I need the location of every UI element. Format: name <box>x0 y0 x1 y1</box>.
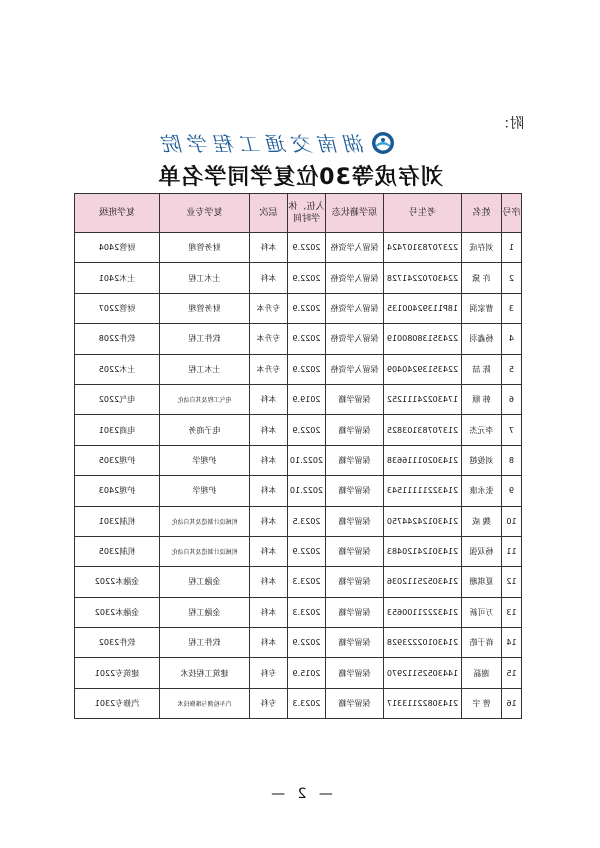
table-cell: 2022.9 <box>288 293 326 323</box>
table-cell: 保留学籍 <box>326 628 384 658</box>
column-header: 原学籍状态 <box>326 194 384 233</box>
table-row <box>75 506 522 536</box>
column-header: 入伍、休学时间 <box>288 194 326 233</box>
table-cell: 2023.5 <box>288 506 326 536</box>
table-cell: 2022.9 <box>288 628 326 658</box>
table-cell: 刘俊越 <box>462 445 502 475</box>
table-cell: 21430124244750 <box>384 506 462 536</box>
table-cell: 金融本2302 <box>75 597 160 627</box>
column-header: 层次 <box>250 194 288 233</box>
table-cell: 建筑工程技术 <box>160 658 250 688</box>
table-cell: 2015.9 <box>288 658 326 688</box>
table-cell: 建筑专2201 <box>75 658 160 688</box>
table-cell: 保留入学资格 <box>326 263 384 293</box>
table-cell: 22435139240409 <box>384 354 462 384</box>
table-cell: 财务管理 <box>160 233 250 263</box>
table-cell: 14430525112970 <box>384 658 462 688</box>
table-cell: 保留入学资格 <box>326 324 384 354</box>
table-cell: 保留入学资格 <box>326 233 384 263</box>
table-cell: 本科 <box>250 384 288 414</box>
table-cell: 保留学籍 <box>326 536 384 566</box>
table-cell: 14 <box>502 628 522 658</box>
table-cell: 土木2401 <box>75 263 160 293</box>
table-cell: 机械设计制造及其自动化 <box>160 506 250 536</box>
table-cell: 21430525112036 <box>384 567 462 597</box>
table-cell: 夏琪珊 <box>462 567 502 597</box>
table-cell: 财务管理 <box>160 293 250 323</box>
table-cell: 2022.9 <box>288 324 326 354</box>
table-row <box>75 567 522 597</box>
table-cell: 2023.3 <box>288 567 326 597</box>
table-cell: 本科 <box>250 233 288 263</box>
table-row <box>75 628 522 658</box>
table-cell: 汽修专2301 <box>75 688 160 718</box>
table-header-row <box>75 194 522 233</box>
table-row <box>75 597 522 627</box>
page-number: — 2 — <box>267 786 333 802</box>
table-cell: 保留入学资格 <box>326 354 384 384</box>
table-cell: 电商2301 <box>75 415 160 445</box>
table-cell: 保留学籍 <box>326 415 384 445</box>
table-cell: 22430702241728 <box>384 263 462 293</box>
table-row <box>75 324 522 354</box>
table-cell: 2022.10 <box>288 476 326 506</box>
table-cell: 本科 <box>250 628 288 658</box>
table-cell: 护理学 <box>160 445 250 475</box>
table-cell: 保留学籍 <box>326 597 384 627</box>
table-cell: 护理2305 <box>75 445 160 475</box>
school-name: 湖南交通工程学院 <box>157 132 365 156</box>
table-row <box>75 445 522 475</box>
table-cell: 13 <box>502 597 522 627</box>
table-cell: 本科 <box>250 476 288 506</box>
table-cell: 软件2302 <box>75 628 160 658</box>
table-cell: 本科 <box>250 445 288 475</box>
column-header: 姓名 <box>462 194 502 233</box>
table-cell: 保留学籍 <box>326 658 384 688</box>
table-cell: 本科 <box>250 415 288 445</box>
table-cell: 21432211111543 <box>384 476 462 506</box>
table-cell: 魏 威 <box>462 506 502 536</box>
table-cell: 电气2202 <box>75 384 160 414</box>
table-cell: 15 <box>502 658 522 688</box>
table-row <box>75 536 522 566</box>
table-cell: 杨鑫羽 <box>462 324 502 354</box>
table-cell: 护理2403 <box>75 476 160 506</box>
table-row <box>75 354 522 384</box>
table-cell: 土木2205 <box>75 354 160 384</box>
table-cell: 17430224111252 <box>384 384 462 414</box>
table-cell: 4 <box>502 324 522 354</box>
table-cell: 2022.9 <box>288 233 326 263</box>
table-cell: 电气工程及其自动化 <box>160 384 250 414</box>
column-header: 复学班级 <box>75 194 160 233</box>
table-cell: 专升本 <box>250 293 288 323</box>
table-cell: 7 <box>502 415 522 445</box>
student-roster-table <box>74 193 522 719</box>
table-cell: 专升本 <box>250 354 288 384</box>
table-cell: 金融本2202 <box>75 567 160 597</box>
table-cell: 21432221100653 <box>384 597 462 627</box>
table-cell: 21430124120483 <box>384 536 462 566</box>
table-cell: 18P11392400135 <box>384 293 462 323</box>
table-cell: 专科 <box>250 688 288 718</box>
school-logo <box>157 128 395 157</box>
table-row <box>75 233 522 263</box>
table-cell: 保留学籍 <box>326 567 384 597</box>
table-cell: 保留学籍 <box>326 384 384 414</box>
table-cell: 21430201116638 <box>384 445 462 475</box>
table-cell: 护理学 <box>160 476 250 506</box>
table-cell: 专科 <box>250 658 288 688</box>
table-cell: 电子商务 <box>160 415 250 445</box>
table-cell: 曾 宇 <box>462 688 502 718</box>
table-cell: 9 <box>502 476 522 506</box>
table-cell: 保留学籍 <box>326 476 384 506</box>
table-cell: 许 黛 <box>462 263 502 293</box>
table-cell: 财管2404 <box>75 233 160 263</box>
table-cell: 6 <box>502 384 522 414</box>
table-cell: 汽车检测与维修技术 <box>160 688 250 718</box>
table-cell: 机械设计制造及其自动化 <box>160 536 250 566</box>
table-cell: 机制2305 <box>75 536 160 566</box>
column-header: 序号 <box>502 194 522 233</box>
table-cell: 本科 <box>250 536 288 566</box>
table-cell: 陈 喆 <box>462 354 502 384</box>
table-cell: 杨双强 <box>462 536 502 566</box>
table-cell: 21370783103825 <box>384 415 462 445</box>
table-cell: 5 <box>502 354 522 384</box>
table-cell: 16 <box>502 688 522 718</box>
table-cell: 机制2301 <box>75 506 160 536</box>
table-cell: 刘存成 <box>462 233 502 263</box>
table-cell: 保留学籍 <box>326 688 384 718</box>
attachment-label: 附： <box>496 116 524 132</box>
table-cell: 李元杰 <box>462 415 502 445</box>
table-cell: 本科 <box>250 263 288 293</box>
table-row <box>75 415 522 445</box>
table-cell: 3 <box>502 293 522 323</box>
table-cell: 蒋于皓 <box>462 628 502 658</box>
table-cell: 软件工程 <box>160 324 250 354</box>
document-title: 刘存成等30位复学同学名单 <box>157 165 443 190</box>
table-cell: 2022.9 <box>288 415 326 445</box>
table-row <box>75 384 522 414</box>
table-row <box>75 476 522 506</box>
table-cell: 21430102223928 <box>384 628 462 658</box>
table-cell: 韩 顺 <box>462 384 502 414</box>
table-row <box>75 293 522 323</box>
column-header: 考生号 <box>384 194 462 233</box>
column-header: 复学专业 <box>160 194 250 233</box>
table-cell: 本科 <box>250 567 288 597</box>
table-cell: 2022.9 <box>288 354 326 384</box>
table-cell: 张永康 <box>462 476 502 506</box>
school-emblem-icon <box>371 131 395 155</box>
table-cell: 2 <box>502 263 522 293</box>
table-cell: 2023.3 <box>288 688 326 718</box>
table-body <box>75 233 522 719</box>
table-cell: 2023.3 <box>288 597 326 627</box>
table-cell: 8 <box>502 445 522 475</box>
table-cell: 软件工程 <box>160 628 250 658</box>
table-cell: 2022.9 <box>288 263 326 293</box>
table-cell: 2019.9 <box>288 384 326 414</box>
table-cell: 软件2208 <box>75 324 160 354</box>
table-cell: 21430822113317 <box>384 688 462 718</box>
table-cell: 2022.9 <box>288 536 326 566</box>
table-row <box>75 658 522 688</box>
table-cell: 保留学籍 <box>326 445 384 475</box>
table-cell: 10 <box>502 506 522 536</box>
table-cell: 本科 <box>250 506 288 536</box>
table-cell: 22435138080019 <box>384 324 462 354</box>
table-cell: 专升本 <box>250 324 288 354</box>
table-cell: 保留学籍 <box>326 506 384 536</box>
table-cell: 曹家润 <box>462 293 502 323</box>
table-cell: 金融工程 <box>160 597 250 627</box>
table-cell: 22370783107424 <box>384 233 462 263</box>
table-cell: 财管2207 <box>75 293 160 323</box>
table-cell: 万可新 <box>462 597 502 627</box>
table-cell: 保留入学资格 <box>326 293 384 323</box>
table-cell: 土木工程 <box>160 354 250 384</box>
table-cell: 12 <box>502 567 522 597</box>
table-cell: 金融工程 <box>160 567 250 597</box>
table-cell: 11 <box>502 536 522 566</box>
table-cell: 2022.10 <box>288 445 326 475</box>
table-row <box>75 688 522 718</box>
table-cell: 本科 <box>250 597 288 627</box>
table-cell: 土木工程 <box>160 263 250 293</box>
table-cell: 1 <box>502 233 522 263</box>
table-row <box>75 263 522 293</box>
table-cell: 谢磊 <box>462 658 502 688</box>
